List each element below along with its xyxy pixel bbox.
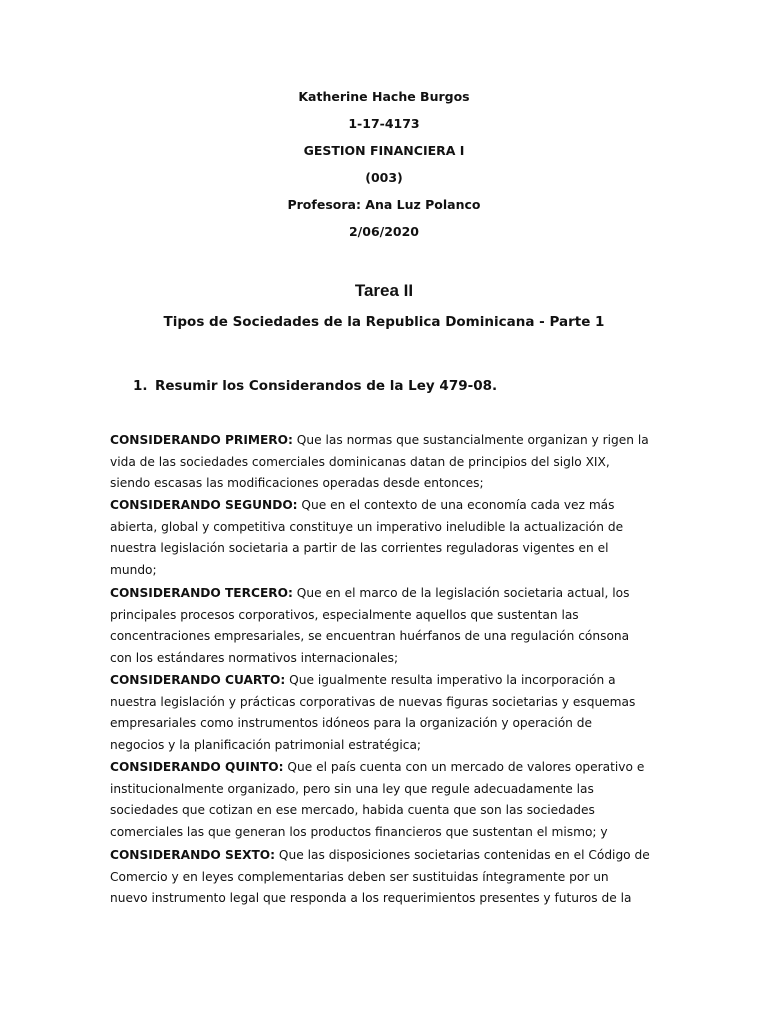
considerando-primero (110, 430, 650, 495)
question-heading (133, 378, 497, 394)
document-date: 2/06/2020 (348, 224, 419, 239)
considerando-text: Que igualmente resulta imperativo la incorporación a (285, 673, 616, 687)
considerando-text: vida de las sociedades comerciales dominicanas datan de principios del siglo XIX, (110, 454, 610, 469)
considerando-text: negocios y la planificación patrimonial estratégica; (110, 737, 422, 752)
considerando-quinto (110, 757, 650, 843)
considerando-text: sociedades que cotizan en ese mercado, habida cuenta que son las sociedades (110, 803, 595, 818)
considerando-label: CONSIDERANDO QUINTO: (110, 760, 284, 774)
considerando-text: nuestra legislación societaria a partir de las corrientes reguladoras vigentes en el (110, 541, 609, 556)
considerando-text: nuestra legislación y prácticas corporativas de nuevas figuras societarias y esquemas (110, 694, 636, 709)
student-id: 1-17-4173 (348, 116, 420, 131)
page-subtitle: Tipos de Sociedades de la Republica Dominicana - Parte 1 (163, 314, 605, 330)
considerando-text: siendo escasas las modificaciones operadas desde entonces; (110, 476, 484, 491)
considerando-text: Que las normas que sustancialmente organizan y rigen la (292, 433, 649, 447)
considerando-label: CONSIDERANDO SEXTO: (110, 848, 276, 862)
considerando-text: Que el país cuenta con un mercado de valores operativo e (283, 760, 645, 774)
considerando-text: mundo; (110, 562, 157, 577)
course-name: GESTION FINANCIERA I (303, 143, 465, 158)
considerando-label: CONSIDERANDO TERCERO: (110, 586, 293, 600)
considerando-text: Comercio y en leyes complementarias deben ser sustituidas íntegramente por un (110, 869, 609, 884)
considerando-segundo (110, 495, 650, 581)
considerando-text: institucionalmente organizado, pero sin una ley que regule adecuadamente las (110, 781, 594, 796)
teacher-name: Profesora: Ana Luz Polanco (287, 197, 481, 212)
considerando-text: Que en el marco de la legislación societaria actual, los (292, 586, 630, 600)
considerando-label: CONSIDERANDO CUARTO: (110, 673, 286, 687)
question-number: 1. (133, 378, 148, 394)
considerando-text: empresariales como instrumentos idóneos para la organización y operación de (110, 716, 593, 731)
page-title: Tarea II (354, 281, 414, 300)
considerando-text: abierta, global y competitiva constituye un imperativo ineludible la actualización de (110, 519, 624, 534)
considerando-text: principales procesos corporativos, especialmente aquellos que sustentan las (110, 607, 579, 622)
considerando-label: CONSIDERANDO SEGUNDO: (110, 498, 298, 512)
considerando-sexto (110, 845, 650, 910)
considerando-text: comerciales las que generan los productos financieros que sustentan el mismo; y (110, 824, 608, 839)
considerando-text: con los estándares normativos internacionales; (110, 650, 399, 665)
considerando-text: Que las disposiciones societarias contenidas en el Código de (275, 848, 650, 862)
considerando-text: concentraciones empresariales, se encuentran huérfanos de una regulación cónsona (110, 629, 630, 644)
considerando-tercero (110, 583, 650, 669)
considerando-cuarto (110, 670, 650, 756)
considerando-text: Que en el contexto de una economía cada vez más (297, 498, 615, 512)
considerando-text: nuevo instrumento legal que responda a los requerimientos presentes y futuros de la (110, 891, 632, 906)
question-text: Resumir los Considerandos de la Ley 479-08. (155, 378, 498, 394)
author-name: Katherine Hache Burgos (298, 89, 470, 104)
course-section: (003) (365, 170, 403, 185)
considerando-label: CONSIDERANDO PRIMERO: (110, 433, 293, 447)
